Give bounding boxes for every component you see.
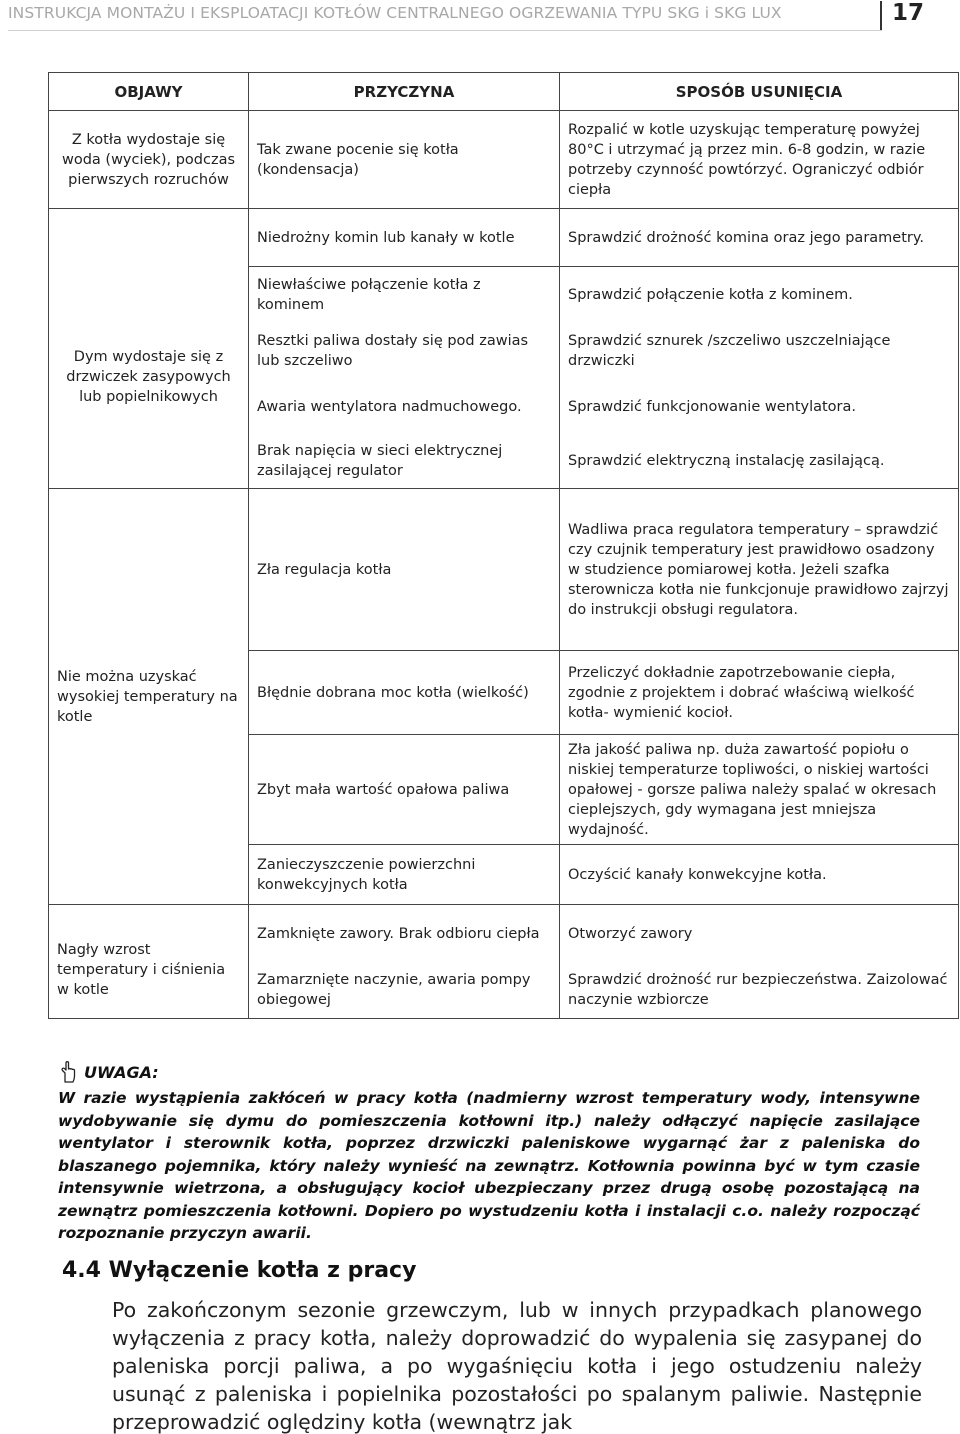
section-heading: 4.4 Wyłączenie kotła z pracy — [62, 1258, 417, 1283]
table-row — [49, 735, 959, 845]
table-row — [49, 209, 959, 267]
remedy-cell: Sprawdzić elektryczną instalację zasilającą. — [560, 435, 959, 489]
cause-cell: Awaria wentylatora nadmuchowego. — [249, 379, 560, 435]
symptom-cell — [49, 845, 249, 905]
symptom-cell: Z kotła wydostaje się woda (wyciek), podczas pierwszych rozruchów — [49, 111, 249, 209]
remedy-cell: Wadliwa praca regulatora temperatury – sprawdzić czy czujnik temperatury jest prawidłowo osadzony w studzience pomiarowej kotła. Jeżeli szafka sterownicza kotła nie funkcjonuje prawidłowo zajrzyj do instrukcji obsługi regulatora. — [560, 489, 959, 651]
remedy-cell: Przeliczyć dokładnie zapotrzebowanie ciepła, zgodnie z projektem i dobrać właściwą wielkość kotła- wymienić kocioł. — [560, 651, 959, 735]
table-row — [49, 651, 959, 735]
cause-cell: Brak napięcia w sieci elektrycznej zasilającej regulator — [249, 435, 560, 489]
page-header — [0, 0, 960, 30]
header-cause: PRZYCZYNA — [249, 73, 560, 111]
remedy-cell: Sprawdzić funkcjonowanie wentylatora. — [560, 379, 959, 435]
remedy-cell: Otworzyć zawory — [560, 905, 959, 963]
table-row — [49, 489, 959, 651]
table-row — [49, 905, 959, 963]
symptom-cell: Nagły wzrost temperatury i ciśnienia w kotle — [49, 905, 249, 1019]
remedy-cell: Sprawdzić sznurek /szczeliwo uszczelniające drzwiczki — [560, 323, 959, 379]
warning-text: W razie wystąpienia zakłóceń w pracy kotła (nadmierny wzrost temperatury wody, intensywne wydobywanie się dymu do pomieszczenia kotłowni itp.) należy odłączyć napięcie zasilające wentylator i sterownik kotła, poprzez drzwiczki paleniskowe wygarnąć żar z paleniska do blaszanego pojemnika, który należy wynieść na zewnątrz. Kotłownia powinna być w tym czasie intensywnie wietrzona, a obsługujący kocioł ubezpieczany przez drugą osobę pozostającą na zewnątrz pomieszczenia kotłowni. Dopiero po wystudzeniu kotła i instalacji c.o. należy rozpocząć rozpoznanie przyczyn awarii. — [58, 1089, 920, 1242]
remedy-cell: Sprawdzić połączenie kotła z kominem. — [560, 267, 959, 323]
remedy-cell: Sprawdzić drożność komina oraz jego parametry. — [560, 209, 959, 267]
table-header-row — [49, 73, 959, 111]
cause-cell: Błędnie dobrana moc kotła (wielkość) — [249, 651, 560, 735]
troubleshooting-table — [48, 72, 959, 1019]
cause-cell: Zła regulacja kotła — [249, 489, 560, 651]
symptom-cell: Nie można uzyskać wysokiej temperatury na kotle — [49, 651, 249, 735]
table-row — [49, 111, 959, 209]
header-symptoms: OBJAWY — [49, 73, 249, 111]
symptom-cell — [49, 489, 249, 651]
cause-cell: Zbyt mała wartość opałowa paliwa — [249, 735, 560, 845]
symptom-cell — [49, 735, 249, 845]
table-row — [49, 267, 959, 323]
pointing-hand-icon — [58, 1060, 82, 1084]
symptom-cell: Dym wydostaje się z drzwiczek zasypowych lub popielnikowych — [49, 267, 249, 489]
section-paragraph: Po zakończonym sezonie grzewczym, lub w innych przypadkach planowego wyłączenia z pracy kotła, należy doprowadzić do wypalenia się zasypanej do paleniska porcji paliwa, a po wygaśnięciu kotła i jego ostudzeniu należy usunąć z paleniska i popielnika pozostałości po spalanym paliwie. Następnie przeprowadzić oględziny kotła (wewnątrz jak — [112, 1298, 922, 1434]
warning-note — [58, 1060, 920, 1245]
header-remedy: SPOSÓB USUNIĘCIA — [560, 73, 959, 111]
remedy-cell: Zła jakość paliwa np. duża zawartość popiołu o niskiej temperaturze topliwości, o niskiej wartości opałowej - gorsze paliwa należy spalać w okresach cieplejszych, gdy wymagana jest mniejsza wydajność. — [560, 735, 959, 845]
remedy-cell: Rozpalić w kotle uzyskując temperaturę powyżej 80°C i utrzymać ją przez min. 6-8 godzin, w razie potrzeby czynność powtórzyć. Ograniczyć odbiór ciepła — [560, 111, 959, 209]
symptom-cell — [49, 209, 249, 267]
page-number: 17 — [892, 0, 925, 26]
remedy-cell: Oczyścić kanały konwekcyjne kotła. — [560, 845, 959, 905]
cause-cell: Tak zwane pocenie się kotła (kondensacja) — [249, 111, 560, 209]
document-title: INSTRUKCJA MONTAŻU I EKSPLOATACJI KOTŁÓW CENTRALNEGO OGRZEWANIA TYPU SKG i SKG LUX — [8, 4, 782, 22]
header-rule — [8, 30, 882, 31]
warning-heading-line — [58, 1060, 920, 1084]
cause-cell: Zamarznięte naczynie, awaria pompy obiegowej — [249, 963, 560, 1019]
cause-cell: Resztki paliwa dostały się pod zawias lub szczeliwo — [249, 323, 560, 379]
warning-label: UWAGA: — [84, 1062, 159, 1082]
cause-cell: Niedrożny komin lub kanały w kotle — [249, 209, 560, 267]
cause-cell: Niewłaściwe połączenie kotła z kominem — [249, 267, 560, 323]
cause-cell: Zamknięte zawory. Brak odbioru ciepła — [249, 905, 560, 963]
remedy-cell: Sprawdzić drożność rur bezpieczeństwa. Zaizolować naczynie wzbiorcze — [560, 963, 959, 1019]
cause-cell: Zanieczyszczenie powierzchni konwekcyjnych kotła — [249, 845, 560, 905]
table-row — [49, 845, 959, 905]
header-divider — [880, 1, 882, 31]
